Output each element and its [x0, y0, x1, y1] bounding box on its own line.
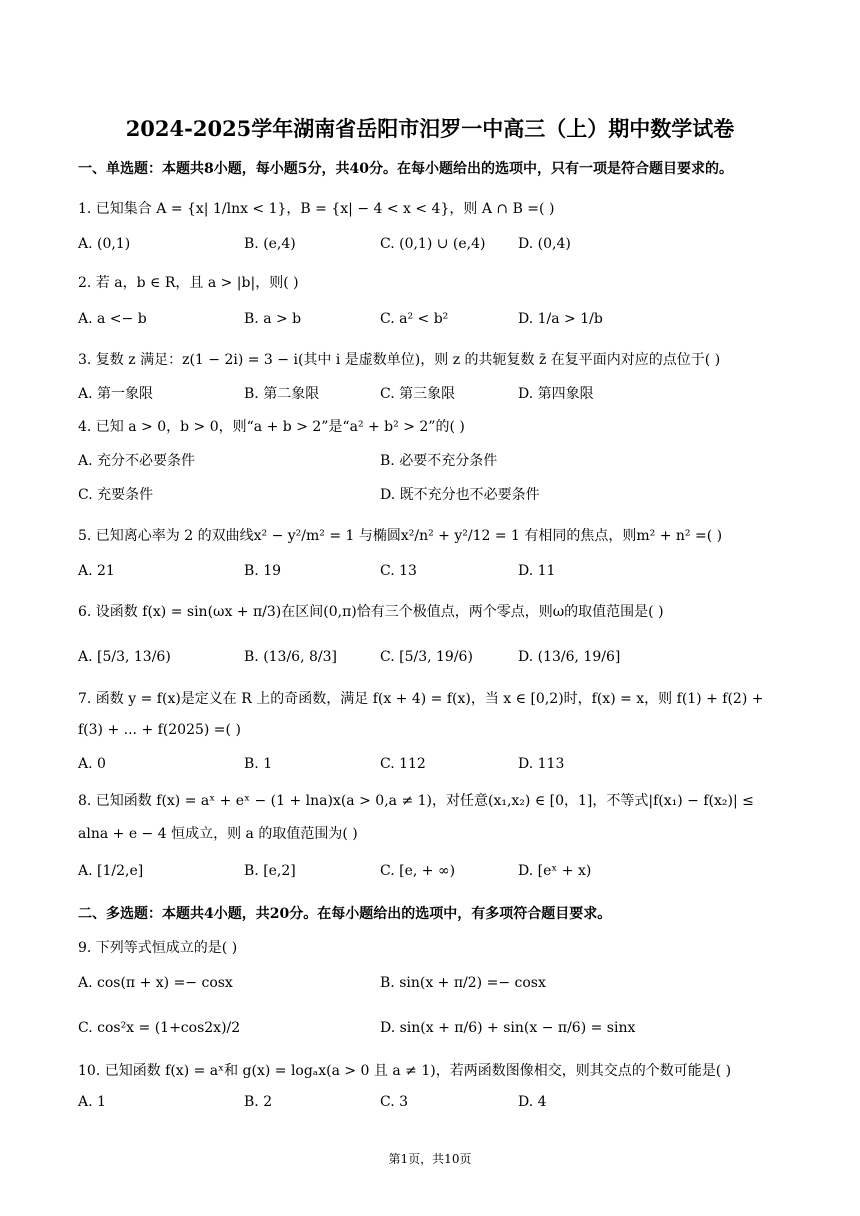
q6-option-b: B. (13/6, 8/3] — [244, 649, 337, 665]
q5-option-d: D. 11 — [518, 563, 556, 579]
q8-option-b: B. [e,2] — [244, 863, 296, 879]
q10-option-a: A. 1 — [78, 1094, 106, 1110]
q6-option-c: C. [5/3, 19/6) — [380, 649, 473, 665]
q5-option-b: B. 19 — [244, 563, 282, 579]
q3-option-c: C. 第三象限 — [380, 386, 456, 402]
q4-option-b: B. 必要不充分条件 — [380, 453, 498, 469]
q10-option-d: D. 4 — [518, 1094, 547, 1110]
q2-option-a: A. a <− b — [78, 311, 147, 327]
q7-option-c: C. 112 — [380, 756, 426, 772]
q8-option-a: A. [1/2,e] — [78, 863, 144, 879]
q7-option-a: A. 0 — [78, 756, 106, 772]
q6-option-a: A. [5/3, 13/6) — [78, 649, 171, 665]
q2-option-c: C. a² < b² — [380, 311, 449, 327]
page-footer: 第1页，共10页 — [388, 1152, 472, 1166]
question-10-stem: 10. 已知函数 f(x) = aˣ和 g(x) = logₐx(a > 0 且 a ≠ 1)，若两函数图像相交，则其交点的个数可能是( ) — [78, 1063, 732, 1079]
q3-option-a: A. 第一象限 — [78, 386, 154, 402]
question-1-stem: 1. 已知集合 A = {x| 1/lnx < 1}，B = {x| − 4 < x < 4}，则 A ∩ B =( ) — [78, 201, 555, 217]
q5-option-a: A. 21 — [78, 563, 115, 579]
q3-option-d: D. 第四象限 — [518, 386, 594, 402]
question-7-stem-cont: f(3) + ... + f(2025) =( ) — [78, 722, 241, 738]
q8-option-d: D. [eˣ + x) — [518, 863, 592, 879]
q1-option-d: D. (0,4) — [518, 236, 571, 252]
q8-option-c: C. [e, + ∞) — [380, 863, 456, 879]
q10-option-b: B. 2 — [244, 1094, 273, 1110]
question-3-stem: 3. 复数 z 满足：z(1 − 2i) = 3 − i(其中 i 是虚数单位)，则 z 的共轭复数 z̄ 在复平面内对应的点位于( ) — [78, 352, 721, 368]
q9-option-d: D. sin(x + π/6) + sin(x − π/6) = sinx — [380, 1020, 636, 1036]
q4-option-d: D. 既不充分也不必要条件 — [380, 487, 540, 503]
q7-option-d: D. 113 — [518, 756, 565, 772]
question-9-stem: 9. 下列等式恒成立的是( ) — [78, 940, 238, 956]
question-4-stem: 4. 已知 a > 0，b > 0，则“a + b > 2”是“a² + b² > 2”的( ) — [78, 419, 465, 435]
section-heading-single: 一、单选题：本题共8小题，每小题5分，共40分。在每小题给出的选项中，只有一项是符合题目要求的。 — [78, 161, 733, 177]
q2-option-b: B. a > b — [244, 311, 302, 327]
q5-option-c: C. 13 — [380, 563, 417, 579]
q1-option-c: C. (0,1) ∪ (e,4) — [380, 236, 486, 252]
q3-option-b: B. 第二象限 — [244, 386, 320, 402]
q9-option-c: C. cos²x = (1+cos2x)/2 — [78, 1020, 241, 1036]
question-8-stem-cont: alna + e − 4 恒成立，则 a 的取值范围为( ) — [78, 826, 358, 842]
q1-option-a: A. (0,1) — [78, 236, 131, 252]
q4-option-c: C. 充要条件 — [78, 487, 154, 503]
q10-option-c: C. 3 — [380, 1094, 409, 1110]
q2-option-d: D. 1/a > 1/b — [518, 311, 603, 327]
question-5-stem: 5. 已知离心率为 2 的双曲线x² − y²/m² = 1 与椭圆x²/n² + y²/12 = 1 有相同的焦点，则m² + n² =( ) — [78, 528, 723, 544]
question-8-stem: 8. 已知函数 f(x) = aˣ + eˣ − (1 + lna)x(a > 0,a ≠ 1)，对任意(x₁,x₂) ∈ [0，1]，不等式|f(x₁) − f(x₂)| ≤ — [78, 793, 754, 809]
q1-option-b: B. (e,4) — [244, 236, 296, 252]
q4-option-a: A. 充分不必要条件 — [78, 453, 196, 469]
question-6-stem: 6. 设函数 f(x) = sin(ωx + π/3)在区间(0,π)恰有三个极值点，两个零点，则ω的取值范围是( ) — [78, 604, 664, 620]
question-7-stem: 7. 函数 y = f(x)是定义在 R 上的奇函数，满足 f(x + 4) = f(x)，当 x ∈ [0,2)时，f(x) = x，则 f(1) + f(2) + — [78, 691, 764, 707]
q6-option-d: D. (13/6, 19/6] — [518, 649, 621, 665]
q7-option-b: B. 1 — [244, 756, 273, 772]
q9-option-b: B. sin(x + π/2) =− cosx — [380, 975, 546, 991]
page-title: 2024-2025学年湖南省岳阳市汨罗一中高三（上）期中数学试卷 — [125, 116, 735, 141]
section-heading-multi: 二、多选题：本题共4小题，共20分。在每小题给出的选项中，有多项符合题目要求。 — [78, 906, 612, 922]
q9-option-a: A. cos(π + x) =− cosx — [78, 975, 233, 991]
question-2-stem: 2. 若 a，b ∈ R，且 a > |b|，则( ) — [78, 275, 299, 291]
